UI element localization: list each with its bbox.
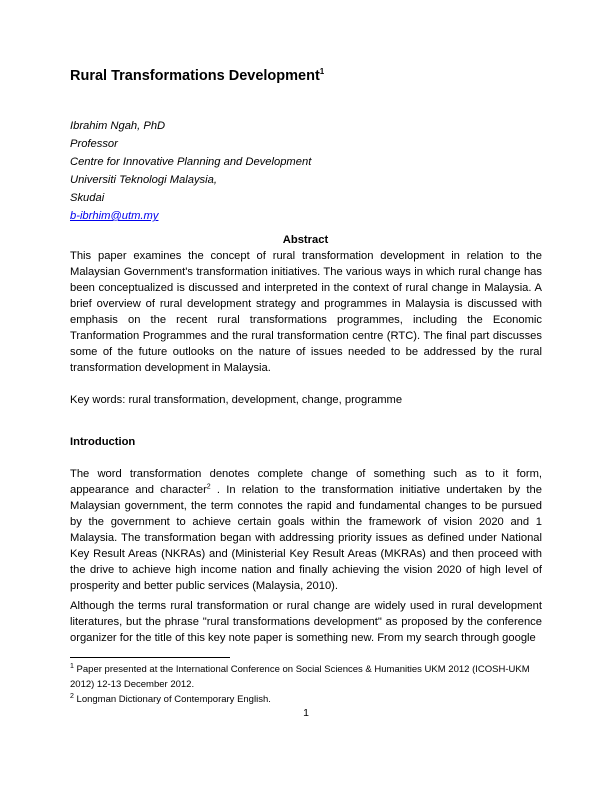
- footnotes: [70, 662, 542, 707]
- page-number: 1: [303, 707, 309, 719]
- introduction-heading: Introduction: [70, 436, 136, 448]
- intro-p1-part-b: . In relation to the transformation initiative undertaken by the Malaysian government, the term connotes the rapid and fundamental changes to be pursued by the government to achieve certain goals within the framework of vision 2020 and 1 Malaysia. The transformation began with addressing priority issues as defined under National Key Result Areas (NKRAs) and (Ministerial Key Result Areas (MKRAs) and then proceed with the drive to achieve high income nation and finally achieving the vision 2020 of high level of prosperity and better public services (Malaysia, 2010).: [70, 484, 542, 592]
- abstract-text: This paper examines the concept of rural transformation development in relation to the Malaysian Government's transformation initiatives. The various ways in which rural change has been conceptualized is discussed and interpreted in the context of rural change in Malaysia. A brief overview of rural development strategy and programmes in Malaysia is discussed with emphasis on the recent rural transformations programmes, including the Economic Tranformation Programmes and the rural transformation centre (RTC). The final part discusses some of the future outlooks on the nature of issues needed to be addressed by the rural transformation development in Malaysia.: [70, 250, 542, 374]
- author-name: Ibrahim Ngah, PhD: [70, 120, 166, 132]
- title-footnote-mark: 1: [319, 67, 325, 77]
- intro-p1-part-a: The word transformation denotes complete change of something such as to it form, appearance and character: [70, 468, 542, 496]
- footnote-1-mark: 1: [70, 662, 74, 670]
- paper-title: [70, 68, 324, 84]
- author-university: Universiti Teknologi Malaysia,: [70, 174, 217, 186]
- footnote-1: [70, 662, 542, 692]
- author-block: [70, 117, 311, 225]
- introduction-paragraph-2: Although the terms rural transformation or rural change are widely used in rural development literatures, but the phrase "rural transformations development" as proposed by the conference organizer for the title of this key note paper is something new. From my search through google: [70, 600, 542, 644]
- footnote-2-mark: 2: [70, 692, 74, 700]
- author-position: Professor: [70, 138, 118, 150]
- keywords: Key words: rural transformation, development, change, programme: [70, 394, 403, 406]
- footnote-2-text: Longman Dictionary of Contemporary English.: [73, 694, 271, 705]
- paper-title-text: Rural Transformations Development: [70, 68, 320, 84]
- introduction-paragraph-1: [70, 466, 542, 594]
- footnote-1-text: Paper presented at the International Conference on Social Sciences & Humanities UKM 2012 (ICOSH-UKM 2012) 12-13 December 2012.: [70, 664, 530, 690]
- footnote-2: [70, 692, 542, 707]
- footnote-divider: [70, 657, 230, 658]
- abstract-heading: Abstract: [282, 234, 329, 246]
- author-email-link[interactable]: b-ibrhim@utm.my: [70, 210, 159, 222]
- author-department: Centre for Innovative Planning and Development: [70, 156, 312, 168]
- intro-footnote-mark: 2: [206, 483, 211, 491]
- author-city: Skudai: [70, 192, 105, 204]
